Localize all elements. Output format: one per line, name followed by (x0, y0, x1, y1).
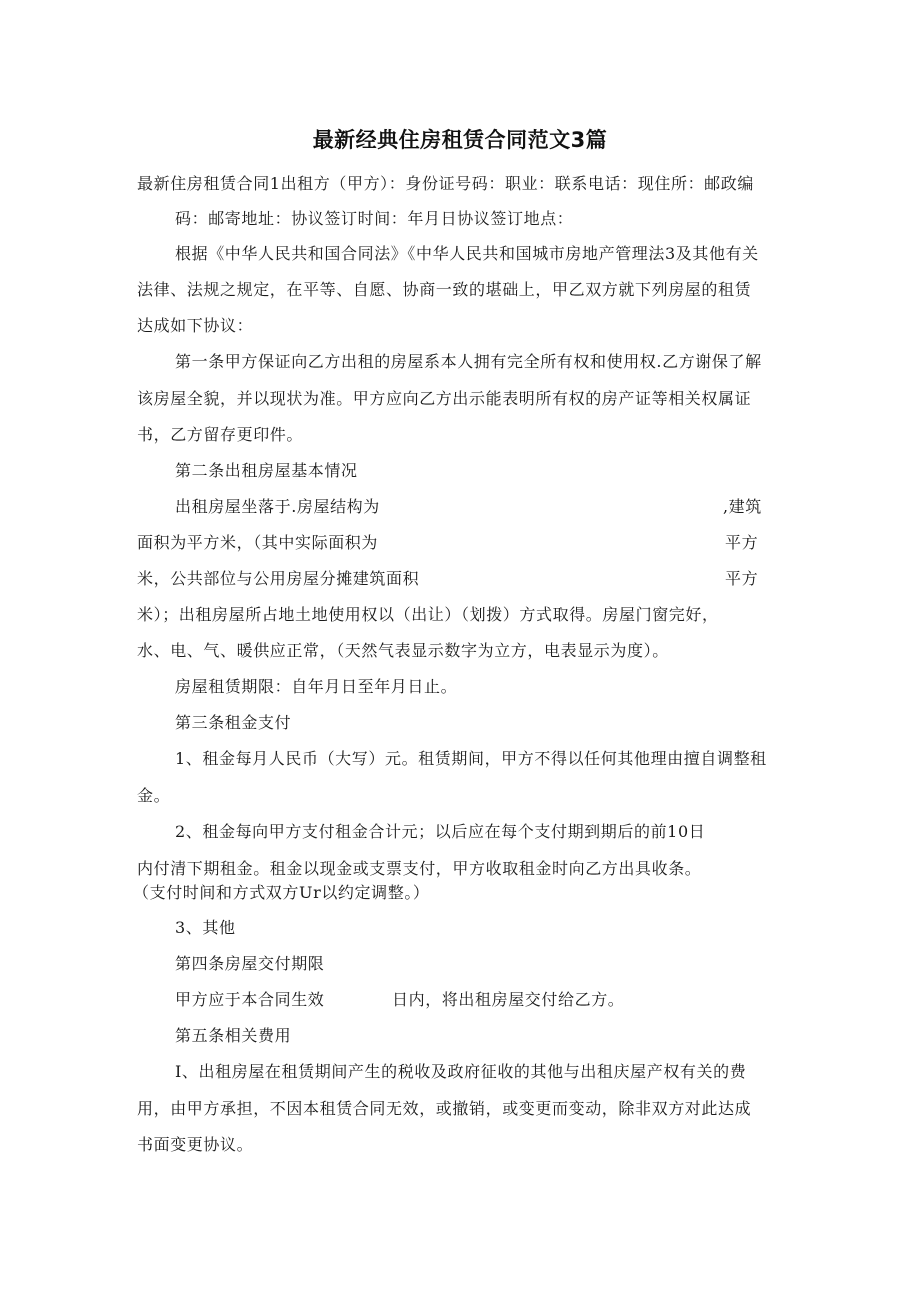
paragraph-line-tail: 平方 (725, 533, 759, 552)
paragraph-line: 米，公共部位与公用房屋分摊建筑面积 (137, 569, 420, 588)
paragraph-line: 法律、法规之规定，在平等、自愿、协商一致的堪础上，甲乙双方就下列房屋的租赁 (137, 280, 752, 299)
paragraph-line: 根据《中华人民共和国合同法》《中华人民共和国城市房地产管理法3及其他有关 (175, 244, 759, 263)
paragraph-line: 米）；出租房屋所占地土地使用权以（出让）（划拨）方式取得。房屋门窗完好， (137, 605, 719, 624)
paragraph-line: 甲方应于本合同生效 (175, 990, 325, 1009)
paragraph-line-tail: 日内，将出租房屋交付给乙方。 (392, 990, 625, 1009)
paragraph-line: 2、租金每向甲方支付租金合计元；以后应在每个支付期到期后的前10日 (175, 822, 706, 841)
section-heading: 第三条租金支付 (175, 713, 292, 732)
section-heading: 第二条出租房屋基本情况 (175, 461, 358, 480)
paragraph-line: （支付时间和方式双方Ur以约定调整。） (133, 883, 430, 902)
section-heading: 第五条相关费用 (175, 1026, 292, 1045)
paragraph-line: 达成如下协议： (137, 316, 254, 335)
paragraph-line: 水、电、气、暖供应正常，（天然气表显示数字为立方，电表显示为度）。 (137, 641, 669, 660)
paragraph-line: 出租房屋坐落于.房屋结构为 (175, 497, 380, 516)
paragraph-line: 3、其他 (175, 918, 236, 937)
paragraph-line: 最新住房租赁合同1出租方（甲方）：身份证号码：职业：联系电话：现住所：邮政编 (137, 174, 754, 193)
paragraph-line-tail: ,建筑 (723, 497, 762, 516)
paragraph-line: 1、租金每月人民币（大写）元。租赁期间，甲方不得以任何其他理由擅自调整租 (175, 749, 767, 768)
paragraph-line: 面积为平方米，（其中实际面积为 (137, 533, 379, 552)
paragraph-line: 金。 (137, 786, 171, 805)
paragraph-line: 书面变更协议。 (137, 1135, 254, 1154)
document-title: 最新经典住房租赁合同范文3篇 (312, 128, 608, 152)
paragraph-line: 码：邮寄地址：协议签订时间：年月日协议签订地点： (175, 209, 574, 228)
paragraph-line: 房屋租赁期限：自年月日至年月日止。 (175, 677, 458, 696)
paragraph-line: 用，由甲方承担，不因本租赁合同无效，或撤销，或变更而变动，除非双方对此达成 (137, 1099, 752, 1118)
paragraph-line: 该房屋全貌，并以现状为准。甲方应向乙方出示能表明所有权的房产证等相关权属证 (137, 389, 752, 408)
paragraph-line: 书，乙方留存更印件。 (137, 425, 304, 444)
paragraph-line: 内付清下期租金。租金以现金或支票支付，甲方收取租金时向乙方出具收条。 (137, 859, 702, 878)
paragraph-line-tail: 平方 (725, 569, 759, 588)
section-heading: 第四条房屋交付期限 (175, 954, 325, 973)
paragraph-line: 第一条甲方保证向乙方出租的房屋系本人拥有完全所有权和使用权.乙方谢保了解 (175, 352, 762, 371)
paragraph-line: I、出租房屋在租赁期间产生的税收及政府征收的其他与出租庆屋产权有关的费 (175, 1062, 747, 1081)
